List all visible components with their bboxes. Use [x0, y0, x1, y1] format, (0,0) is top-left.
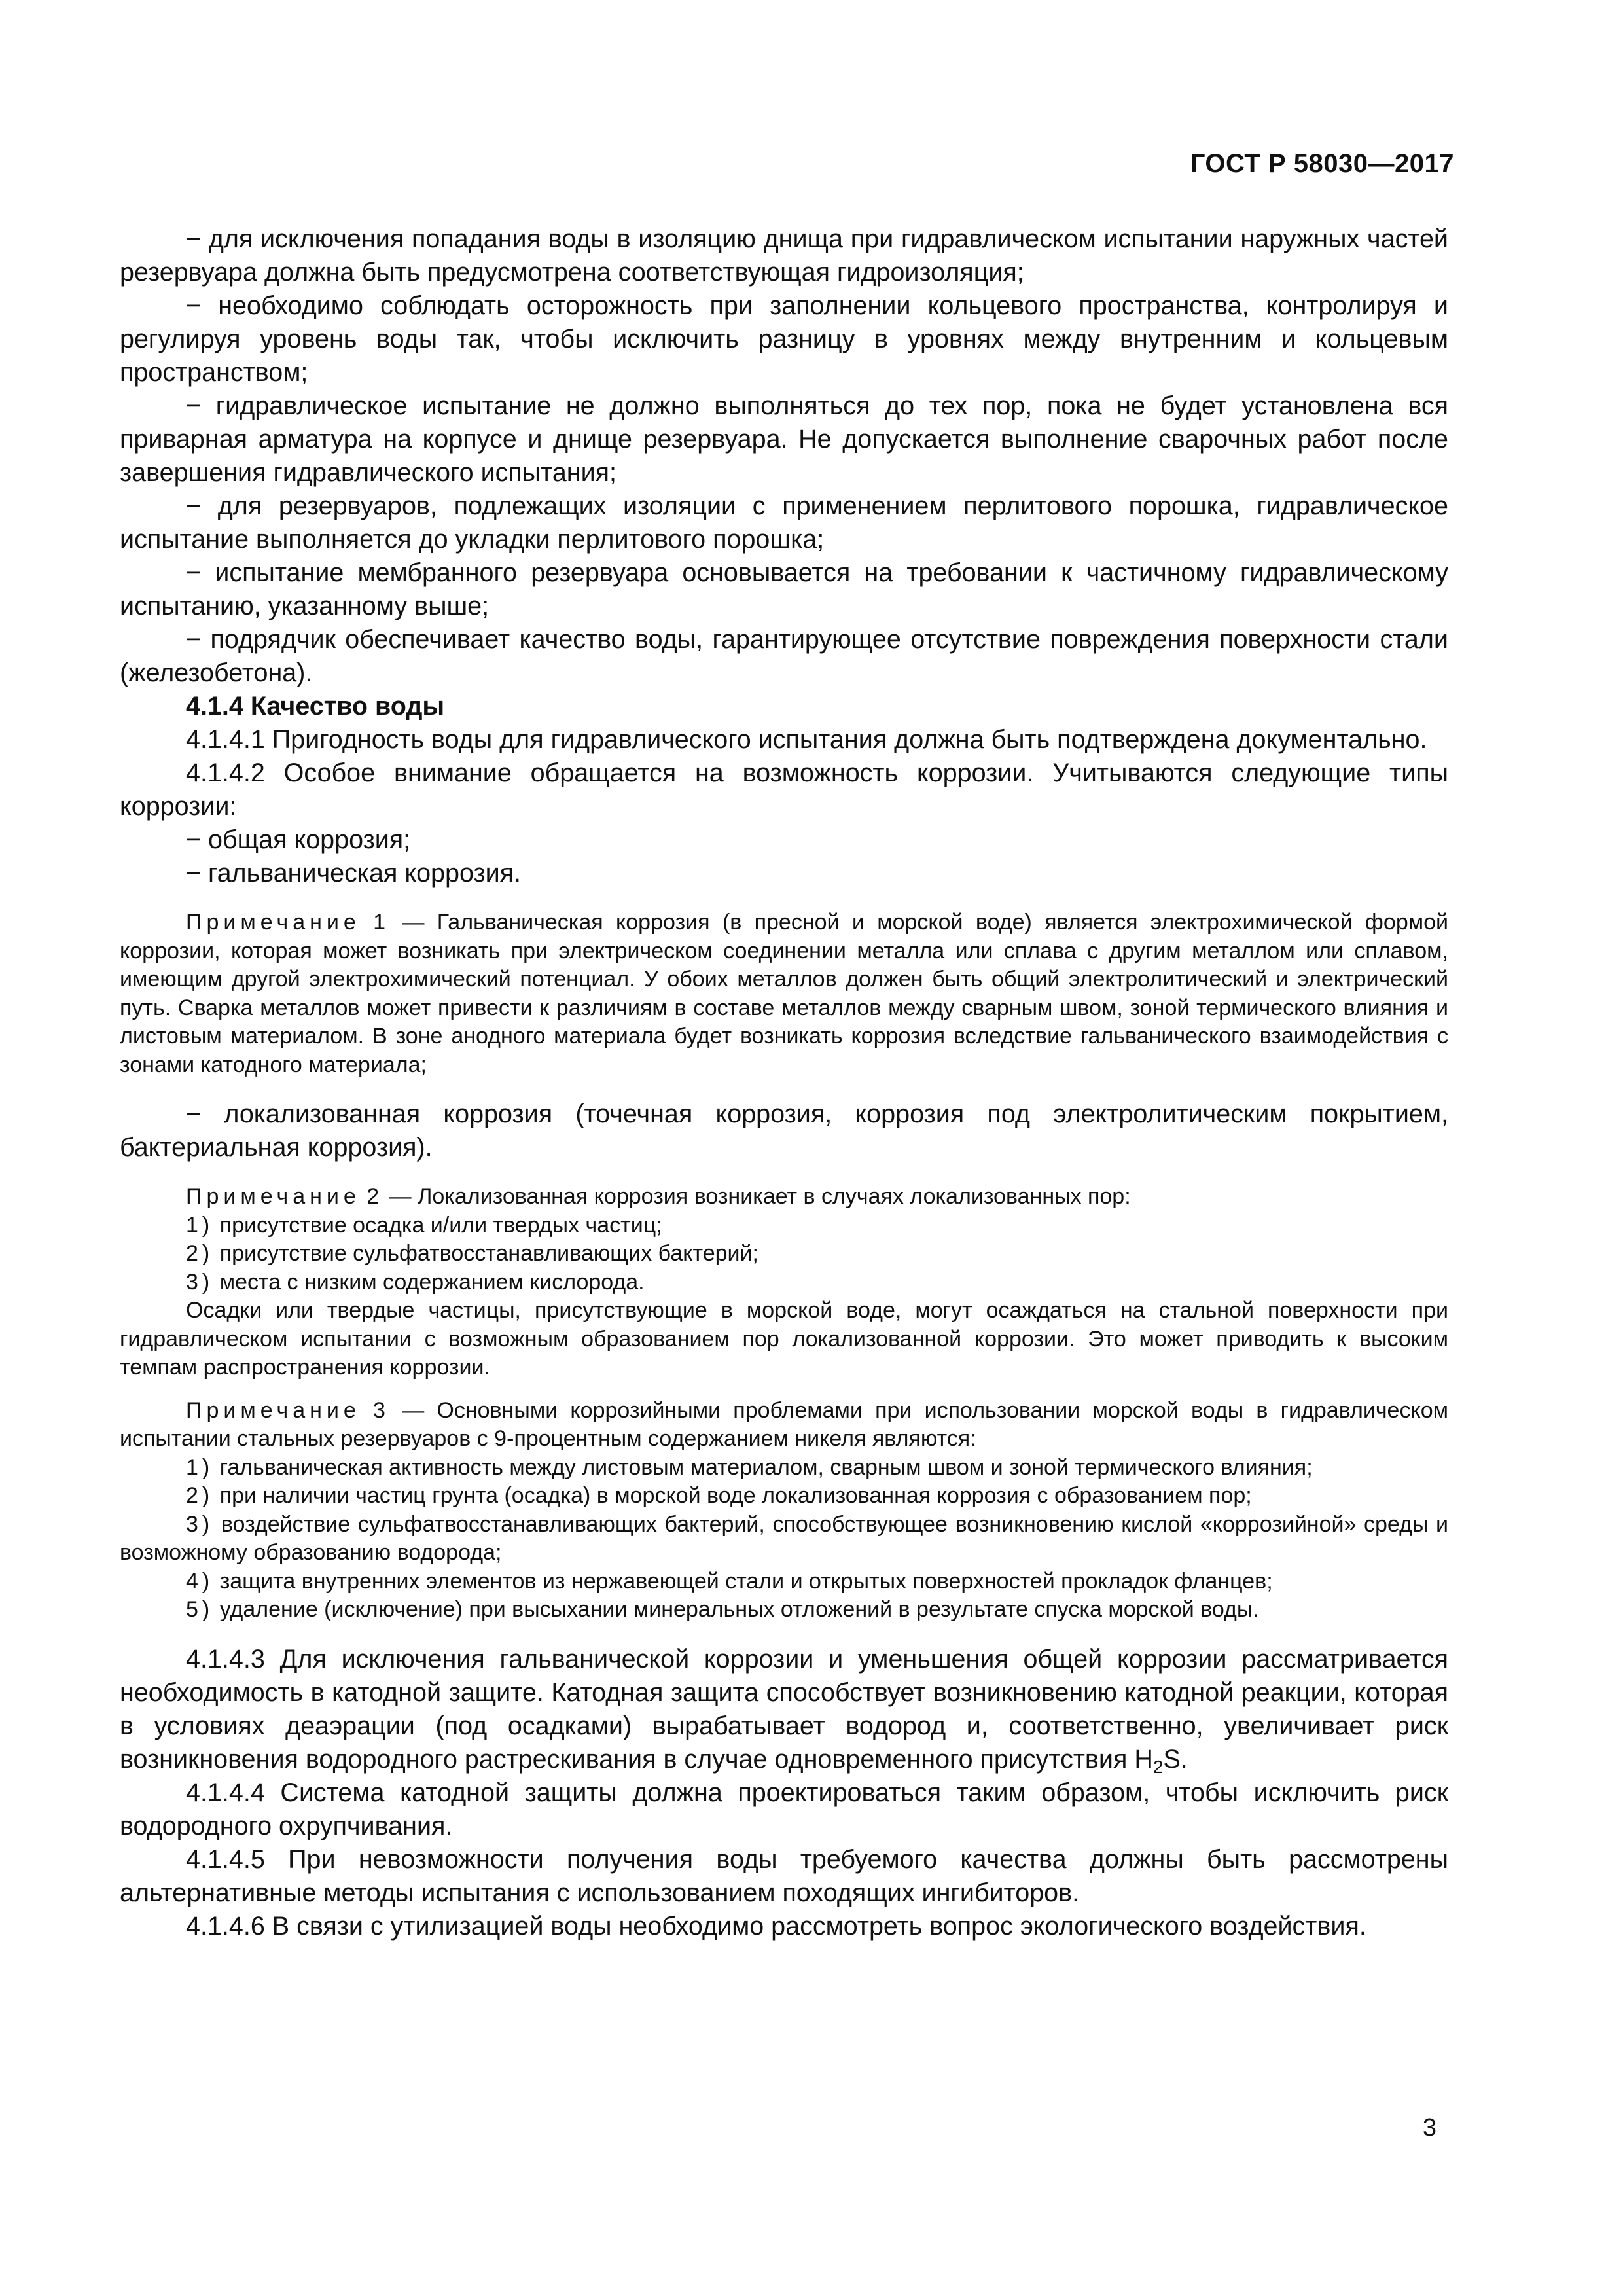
subscript: 2 [1152, 1756, 1164, 1777]
note-list-item: 2) при наличии частиц грунта (осадка) в морской воде локализованная коррозия с образованием пор; [186, 1483, 1252, 1508]
list-item: − для исключения попадания воды в изоляцию днища при гидравлическом испытании наружных частей резервуара должна быть предусмотрена соответствующая гидроизоляция; [120, 224, 1448, 287]
doc-code-header: ГОСТ Р 58030—2017 [1190, 149, 1454, 178]
paragraph-4145: 4.1.4.5 При невозможности получения воды требуемого качества должны быть рассмотрены альтернативные методы испытания с использованием походящих ингибиторов. [120, 1844, 1448, 1907]
list-item: − подрядчик обеспечивает качество воды, гарантирующее отсутствие повреждения поверхности стали (железобетона). [120, 625, 1448, 687]
paragraph-4142: 4.1.4.2 Особое внимание обращается на возможность коррозии. Учитываются следующие типы коррозии: [120, 759, 1448, 821]
note-list-item: 1) гальваническая активность между листовым материалом, сварным швом и зоной термического влияния; [186, 1454, 1313, 1480]
note-number: 3 [373, 1397, 389, 1423]
list-item: − гальваническая коррозия. [186, 859, 522, 888]
note-number: 1 [373, 910, 390, 935]
note-number: 2 [366, 1184, 383, 1209]
note-tail: Осадки или твердые частицы, присутствующие в морской воде, могут осаждаться на стальной поверхности при гидравлическом испытании с возможным образованием пор локализованной коррозии. Это может приводить к высоким темпам распространения коррозии. [120, 1298, 1448, 1380]
note-list-item: 3) воздействие сульфатвосстанавливающих бактерий, способствующее возникновению кислой «коррозийной» среды и возможному образованию водорода; [120, 1511, 1448, 1565]
note-3 [120, 1397, 1448, 1454]
list-item: − локализованная коррозия (точечная коррозия, коррозия под электролитическим покрытием, бактериальная коррозия). [120, 1100, 1448, 1162]
note-list-item: 5) удаление (исключение) при высыхании минеральных отложений в результате спуска морской воды. [186, 1597, 1259, 1622]
note-text: — Основными коррозийными проблемами при использовании морской воды в гидравлическом испытании стальных резервуаров с 9-процентным содержанием никеля являются: [120, 1397, 1448, 1451]
list-item: − испытание мембранного резервуара основывается на требовании к частичному гидравлическому испытанию, указанному выше; [120, 558, 1448, 620]
page-number: 3 [1422, 2114, 1436, 2142]
paragraph-4144: 4.1.4.4 Система катодной защиты должна проектироваться таким образом, чтобы исключить риск водородного охрупчивания. [120, 1778, 1448, 1840]
page-content [120, 223, 1448, 1943]
list-item: − общая коррозия; [186, 825, 411, 854]
section-heading: 4.1.4 Качество воды [186, 692, 445, 721]
note-2 [120, 1183, 1448, 1211]
note-list-item: 2) присутствие сульфатвосстанавливающих бактерий; [186, 1241, 758, 1266]
list-item: − для резервуаров, подлежащих изоляции с применением перлитового порошка, гидравлическое испытание выполняется до укладки перлитового порошка; [120, 492, 1448, 554]
list-item: − гидравлическое испытание не должно выполняться до тех пор, пока не будет установлена вся приварная арматура на корпусе и днище резервуара. Не допускается выполнение сварочных работ после завершения гидравлического испытания; [120, 391, 1448, 487]
list-item: − необходимо соблюдать осторожность при заполнении кольцевого пространства, контролируя и регулируя уровень воды так, чтобы исключить разницу в уровнях между внутренним и кольцевым пространством; [120, 291, 1448, 387]
note-1 [120, 908, 1448, 1079]
note-label: Примечание [186, 910, 361, 935]
note-label: Примечание [186, 1397, 361, 1423]
note-text: — Гальваническая коррозия (в пресной и морской воде) является электрохимической формой коррозии, которая может возникать при электрическом соединении металла или сплава с другим металлом или сплавом, имеющим другой электрохимический потенциал. У обоих металлов должен быть общий электролитический и электрический путь. Сварка металлов может привести к различиям в составе металлов между сварным швом, зоной термического влияния и листовым материалом. В зоне анодного материала будет возникать коррозия вследствие гальванического взаимодействия с зонами катодного материала; [120, 910, 1449, 1077]
note-label: Примечание [186, 1184, 361, 1209]
note-list-item: 3) места с низким содержанием кислорода. [186, 1269, 645, 1295]
note-text: — Локализованная коррозия возникает в случаях локализованных пор: [389, 1184, 1131, 1209]
paragraph-4141: 4.1.4.1 Пригодность воды для гидравлического испытания должна быть подтверждена документально. [186, 725, 1427, 754]
paragraph-4146: 4.1.4.6 В связи с утилизацией воды необходимо рассмотреть вопрос экологического воздействия. [186, 1911, 1366, 1941]
note-list-item: 1) присутствие осадка и/или твердых частиц; [186, 1212, 662, 1238]
note-list-item: 4) защита внутренних элементов из нержавеющей стали и открытых поверхностей прокладок фланцев; [186, 1568, 1273, 1594]
paragraph-4143: 4.1.4.3 Для исключения гальванической коррозии и уменьшения общей коррозии рассматривается необходимость в катодной защите. Катодная защита способствует возникновению катодной реакции, которая в условиях деаэрации (под осадками) вырабатывает водород и, соответственно, увеличивает риск возникновения водородного растрескивания в случае одновременного присутствия $H_2S$. [120, 1644, 1448, 1777]
